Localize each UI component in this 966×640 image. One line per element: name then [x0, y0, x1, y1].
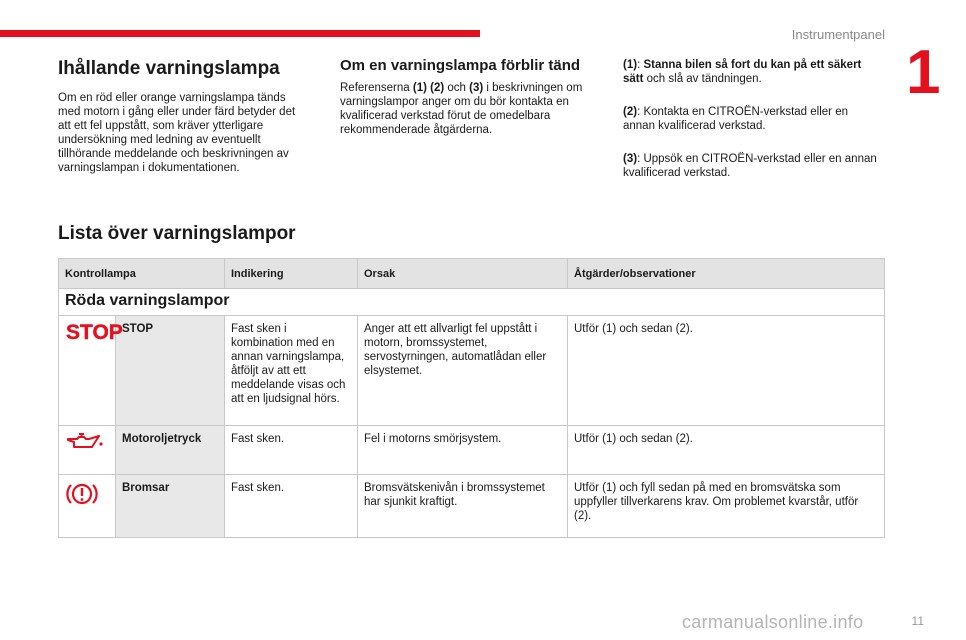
indication-cell: Fast sken.	[225, 475, 358, 538]
ref-colon: :	[637, 106, 644, 118]
ref-colon: :	[637, 59, 644, 71]
indication-cell: Fast sken.	[225, 426, 358, 475]
ref-text: Kontakta en CITROËN-verkstad eller en annan kvalificerad verkstad.	[623, 106, 848, 132]
red-accent-bar	[0, 30, 480, 37]
header-warning-light: Kontrollampa	[59, 259, 225, 289]
icon-cell	[59, 316, 123, 426]
table-row	[59, 316, 885, 426]
group-row-red	[59, 289, 885, 316]
ref-label: (3)	[623, 153, 638, 165]
watermark: carmanualsonline.info	[682, 612, 864, 632]
column-references	[623, 58, 881, 199]
chapter-number: 1	[906, 38, 941, 107]
text-segment: i beskrivningen om varningslampor anger om du bör kontakta en kvalificerad verkstad förut de omedelbara rekommenderade åtgärderna.	[340, 82, 583, 136]
ref-label: (2)	[623, 106, 638, 118]
page-number: 11	[911, 614, 924, 628]
paragraph-light-stays-on	[340, 81, 595, 137]
action-cell: Utför (1) och sedan (2).	[568, 426, 885, 475]
text-segment: och	[444, 82, 470, 94]
ref-colon: :	[637, 153, 644, 165]
header-indication: Indikering	[225, 259, 358, 289]
stop-icon-text: STOP	[66, 321, 123, 344]
cause-cell: Bromsvätskenivån i bromssystemet har sjunkit kraftigt.	[358, 475, 568, 538]
indication-cell: Fast sken i kombination med en annan varningslampa, åtföljt av att ett meddelande visas och att en ljudsignal hörs.	[225, 316, 358, 426]
column-persistent-warning	[58, 58, 308, 175]
light-name: Bromsar	[116, 475, 225, 538]
header-cause: Orsak	[358, 259, 568, 289]
icon-cell	[59, 475, 116, 538]
ref-3: (3)	[469, 82, 484, 94]
icon-cell	[59, 426, 116, 475]
table-row	[59, 475, 885, 538]
warning-lights-table	[58, 258, 885, 538]
section-header: Instrumentpanel	[791, 27, 885, 42]
group-title-red: Röda varningslampor	[59, 289, 885, 316]
ref-emphasis: Stanna bilen så fort du kan på ett säkert sätt	[623, 59, 862, 85]
action-cell: Utför (1) och fyll sedan på med en bromsvätska som uppfyller tillverkarens krav. Om problemet kvarstår, utför (2).	[568, 475, 885, 538]
light-name: STOP	[116, 316, 225, 426]
ref-1: (1)	[412, 82, 427, 94]
light-name: Motoroljetryck	[116, 426, 225, 475]
header-action: Åtgärder/observationer	[568, 259, 885, 289]
heading-warning-list: Lista över varningslampor	[58, 223, 296, 244]
stop-icon	[65, 320, 123, 344]
table-row	[59, 426, 885, 475]
reference-item-2	[623, 105, 881, 133]
paragraph-persistent-warning: Om en röd eller orange varningslampa tänds med motorn i gång eller under färd betyder det att ett fel uppstått, som kräver ytterligare undersökning med ledning av eventuellt tillhörande meddelande och beskrivningen av varningslampan i dokumentationen.	[58, 92, 296, 174]
ref-text: och slå av tändningen.	[643, 73, 762, 85]
brake-warning-icon	[65, 479, 99, 509]
reference-item-1	[623, 58, 881, 86]
ref-2: (2)	[430, 82, 445, 94]
cause-cell: Fel i motorns smörjsystem.	[358, 426, 568, 475]
ref-text: Uppsök en CITROËN-verkstad eller en annan kvalificerad verkstad.	[623, 153, 877, 179]
oil-can-icon	[65, 430, 105, 454]
column-light-stays-on	[340, 58, 595, 137]
heading-persistent-warning: Ihållande varningslampa	[58, 58, 280, 79]
heading-light-stays-on: Om en varningslampa förblir tänd	[340, 57, 581, 74]
cause-cell: Anger att ett allvarligt fel uppstått i motorn, bromssystemet, servostyrningen, automatlådan eller elsystemet.	[358, 316, 568, 426]
ref-label: (1)	[623, 59, 638, 71]
action-cell: Utför (1) och sedan (2).	[568, 316, 885, 426]
reference-item-3	[623, 152, 881, 180]
text-segment: Referenserna	[340, 82, 413, 94]
table-header-row	[59, 259, 885, 289]
